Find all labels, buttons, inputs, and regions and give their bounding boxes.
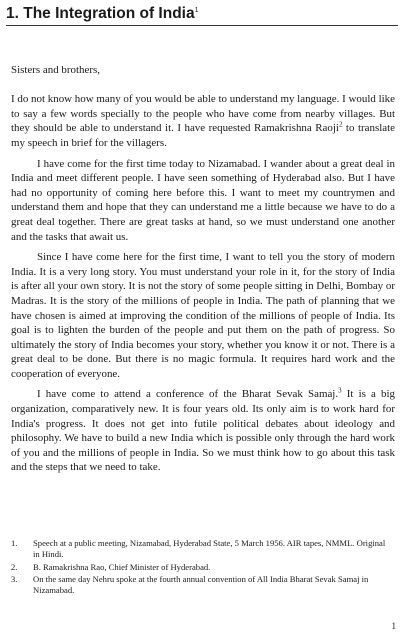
paragraph-4-text-a: I have come to attend a conference of the Bharat Sevak Samaj. xyxy=(37,388,339,401)
paragraph-1 xyxy=(11,92,395,150)
paragraph-1-text-b: to translate my speech in brief for the villagers. xyxy=(11,122,395,149)
footnote-2-text: B. Ramakrishna Rao, Chief Minister of Hyderabad. xyxy=(33,561,211,572)
footnote-2 xyxy=(11,562,391,573)
footnote-1-number: 1. xyxy=(11,538,18,548)
footnotes xyxy=(11,538,391,598)
paragraph-4 xyxy=(11,387,395,475)
paragraph-4-text-b: It is a big organization, comparatively new. It is four years old. Its only aim is to work hard for India's progress. It does not get into futile political debates about ideology and philosophy. We have to build a new India which is possible only through the hard work of you and the millions of people in India. So we must think how to go about this task and the steps that we need to take. xyxy=(11,388,395,474)
paragraph-3: Since I have come here for the first time, I want to tell you the story of modern India. It is a very long story. You must understand your role in it, for the story of India is after all your own story. It is not the story of some people sitting in Delhi, Bombay or Madras. It is the story of the millions of people in India. The path of planning that we have chosen is aimed at improving the condition of the millions of people of India. Its goal is to lighten the burden of the people and put them on the path of progress. So ultimately the story of India becomes your story, whether you know it or not. There is a great deal to be done. But there is no magic formula. It requires hard work and the cooperation of everyone. xyxy=(11,251,395,380)
footnote-3-text: On the same day Nehru spoke at the fourth annual convention of All India Bharat Sevak Samaj in Nizamabad. xyxy=(33,574,369,595)
footnote-3-number: 3. xyxy=(11,574,18,584)
footnote-3 xyxy=(11,574,391,596)
footnote-2-number: 2. xyxy=(11,561,18,572)
speech-body xyxy=(11,63,395,475)
chapter-title-text: 1. The Integration of India xyxy=(6,5,195,22)
paragraph-1-footnote-ref: 2 xyxy=(338,120,343,129)
salutation: Sisters and brothers, xyxy=(11,64,101,76)
paragraph-4-footnote-ref: 3 xyxy=(338,386,342,395)
page-number: 1 xyxy=(391,621,396,631)
footnote-1 xyxy=(11,538,391,560)
chapter-heading xyxy=(6,5,398,23)
footnote-1-text: Speech at a public meeting, Nizamabad, Hyderabad State, 5 March 1956. AIR tapes, NMML. Original in Hindi. xyxy=(33,538,386,559)
title-footnote-ref: 1 xyxy=(194,6,199,14)
heading-rule xyxy=(6,25,398,26)
paragraph-1-text-a: I do not know how many of you would be able to understand my language. I would like to say a few words specially to the people who have come from nearby villages. But they should be able to understand it. I have requested Ramakrishna Raoji xyxy=(11,93,395,135)
paragraph-2: I have come for the first time today to Nizamabad. I wander about a great deal in India and meet different people. I have seen something of Hyderabad also. But I have had no opportunity of coming here before this. I want to meet my countrymen and understand them and hope that they can understand me a little because we have to do a great deal together. There are great tasks at hand, so we must understand one another and the tasks that await us. xyxy=(11,157,395,243)
chapter-title xyxy=(6,5,398,23)
